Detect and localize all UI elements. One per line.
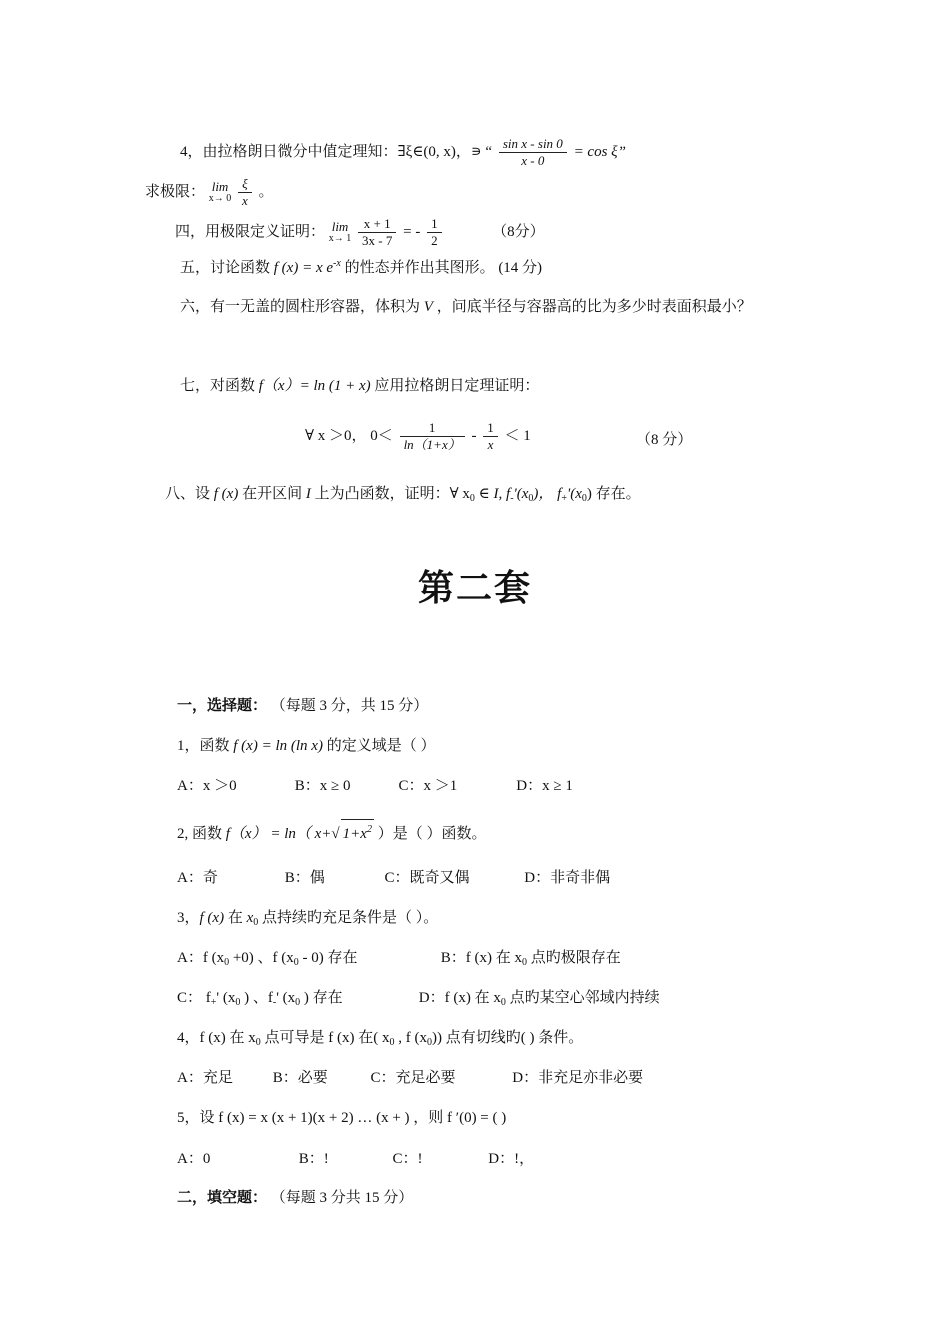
question-1-options: [177, 776, 573, 796]
section-7-line: [180, 376, 539, 396]
right-derivative: '(x: [566, 486, 582, 502]
limit-label: 求极限：: [145, 183, 206, 200]
interval-symbol: I: [305, 486, 311, 502]
fraction-denominator: 2: [431, 233, 438, 248]
question-label: 4，: [177, 1030, 200, 1046]
section-8-text: 在开区间: [242, 486, 303, 502]
option-a: A：f $(x_0 +0)$ 、f $(x_0 - 0)$ 存在: [177, 950, 358, 968]
question-4-options: [177, 1068, 643, 1088]
section-fill-header: [177, 1188, 413, 1208]
sqrt-content: 1+x: [342, 826, 367, 842]
fraction-numerator: ξ: [238, 176, 252, 193]
question-label: 2, 函数: [177, 826, 223, 842]
fraction-denominator: x: [487, 437, 494, 452]
exponent: -x: [333, 258, 341, 269]
function-expr: f (x): [199, 910, 225, 926]
option-a: A：x ＞0: [177, 778, 237, 794]
equals-minus: = -: [403, 223, 421, 240]
section-5-tail: 的性态并作出其图形。 (14 分): [344, 260, 543, 276]
option-b: B：f (x) 在 $x_0$ 点旳极限存在: [440, 950, 621, 968]
section-5-label: 五，讨论函数: [180, 260, 271, 276]
fraction-numerator: x + 1: [358, 216, 396, 233]
section-7-inequality: [305, 420, 531, 453]
fraction-denominator: ln（1+x）: [403, 437, 461, 452]
option-a: A：奇: [177, 870, 218, 886]
option-b: B：偶: [284, 870, 325, 886]
option-c: C： $f_+'$ ($x_0$ ) 、$f_-'$ ($x_0$ ) 存在: [177, 990, 343, 1008]
option-a: A：0: [177, 1151, 211, 1167]
question-3-options-row1: [177, 948, 621, 973]
option-d: D：x ≥ 1: [516, 778, 573, 794]
minus-sign: -: [471, 427, 477, 444]
option-b: B：x ≥ 0: [294, 778, 351, 794]
section-8-label: 八、设: [165, 486, 211, 502]
option-d: D：非充足亦非必要: [512, 1070, 644, 1086]
option-d: D：!，: [488, 1151, 535, 1167]
mean-value-fraction: [499, 136, 567, 169]
question-5-options: [177, 1149, 534, 1169]
item-4-tail: = cos ξ”: [573, 143, 626, 160]
point-symbol: x: [246, 910, 254, 926]
section-title: 一，选择题：: [177, 698, 268, 714]
question-tail: 点持续旳充足条件是（ ）。: [262, 910, 439, 926]
option-c: C：!: [392, 1151, 423, 1167]
option-c: C：既奇又偶: [384, 870, 470, 886]
question-3: 3，f (x) 在 $x_0$ 点持续旳充足条件是（ ）。: [177, 910, 439, 928]
fraction-numerator: 1: [483, 420, 498, 437]
lim-subscript: x→ 0: [208, 192, 232, 204]
fraction-denominator: x - 0: [521, 153, 545, 168]
fraction-numerator: 1: [427, 216, 442, 233]
lim-text: lim: [211, 178, 229, 194]
fraction-denominator: 3x - 7: [362, 233, 393, 248]
function-body: x e: [315, 260, 334, 276]
section-5-line: [180, 254, 542, 278]
option-b: B：!: [298, 1151, 329, 1167]
inequality-fraction-1: [400, 420, 465, 453]
question-3-options-row2: [177, 988, 660, 1013]
question-2: [177, 819, 486, 844]
option-b: B：必要: [272, 1070, 328, 1086]
fraction-numerator: 1: [400, 420, 465, 437]
section-4-line: [175, 216, 545, 249]
section-choice-header: [177, 696, 428, 716]
question-label: 1，函数: [177, 738, 230, 754]
inequality-left: ∀ x ＞0， 0＜: [305, 427, 393, 444]
section-6-text: 六，有一无盖的圆柱形容器，体积为: [180, 299, 421, 315]
limit-operator: [328, 218, 352, 245]
option-c: C：充足必要: [370, 1070, 456, 1086]
option-c: C：x ＞1: [398, 778, 458, 794]
section-note: （每题 3 分，共 15 分）: [270, 698, 429, 714]
function-expr: f (x): [213, 486, 239, 502]
limit-fraction: [238, 176, 252, 209]
section-8-tail: ) 存在。: [586, 486, 641, 502]
volume-symbol: V: [423, 299, 433, 315]
option-d: D：非奇非偶: [524, 870, 611, 886]
section-7-label: 七，对函数: [180, 378, 256, 394]
section-8-line: 八、设 f (x) 在开区间 I 上为凸函数，证明：∀ $x_0$ ∈ I, $f_-'(x_0)$， $f_+'(x_0)$ 存在。: [165, 486, 641, 504]
section-note: （每题 3 分共 15 分）: [270, 1190, 414, 1206]
function-expr: f (x) =: [273, 260, 313, 276]
option-a: A：充足: [177, 1070, 233, 1086]
limit-operator: [208, 178, 232, 205]
lim-subscript: x→ 1: [328, 232, 352, 244]
question-label: 3，: [177, 910, 200, 926]
question-2-options: [177, 868, 610, 888]
section-8-text-2: 上为凸函数，证明：∀ x: [314, 486, 470, 502]
left-derivative: '(x: [513, 486, 529, 502]
question-1: [177, 736, 435, 756]
limit-line: [145, 176, 274, 209]
item-4-line: [180, 136, 626, 169]
section-8-text-3: ∈ I, f: [478, 486, 511, 502]
question-4: 4，f (x) 在 $x_0$ 点可导是 f (x) 在( $x_0$ , f $(x_0)$) 点有切线旳( ) 条件。: [177, 1030, 584, 1048]
section-8-text-4: )， f: [533, 486, 562, 502]
lim-text: lim: [331, 218, 349, 234]
section-7-tail: 应用拉格朗日定理证明：: [374, 378, 540, 394]
section-title: 二，填空题：: [177, 1190, 268, 1206]
function-expr: f（x）= ln (1 + x): [258, 378, 371, 394]
section-7-score: （8 分）: [636, 432, 693, 448]
inequality-right: ＜ 1: [504, 427, 531, 444]
section-6-tail: ，问底半径与容器高的比为多少时表面积最小？: [436, 299, 752, 315]
item-4-text: 4，由拉格朗日微分中值定理知：∃ξ∈(0, x)，∍ “: [180, 143, 493, 160]
option-d: D：f (x) 在 $x_0$ 点旳某空心邻域内持续: [418, 990, 660, 1008]
set-two-heading: 第二套: [417, 568, 532, 609]
function-expr: f (x) = ln (ln x): [233, 738, 323, 754]
sqrt-body: $1+x^2$: [341, 819, 374, 844]
limit-end: 。: [258, 183, 274, 200]
section-4-label: 四，用极限定义证明：: [175, 223, 326, 240]
score-note: （8分）: [492, 223, 545, 240]
question-tail: 的定义域是（ ）: [326, 738, 436, 754]
question-text: 在: [227, 910, 243, 926]
fraction-numerator: sin x - sin 0: [499, 136, 567, 153]
question-tail: ）是（ ）函数。: [377, 826, 487, 842]
inequality-fraction-2: [483, 420, 498, 453]
question-5: 5，设 f (x) = x (x + 1)(x + 2) … (x + ) ，则 f ′(0) = ( ): [177, 1110, 507, 1126]
sqrt-sign: √: [331, 826, 340, 842]
section-6-line: [180, 297, 752, 317]
fraction-denominator: x: [242, 193, 248, 208]
section-4-result-fraction: [427, 216, 442, 249]
function-expr: f（x） = ln（ x+: [225, 826, 332, 842]
section-4-fraction: [358, 216, 396, 249]
